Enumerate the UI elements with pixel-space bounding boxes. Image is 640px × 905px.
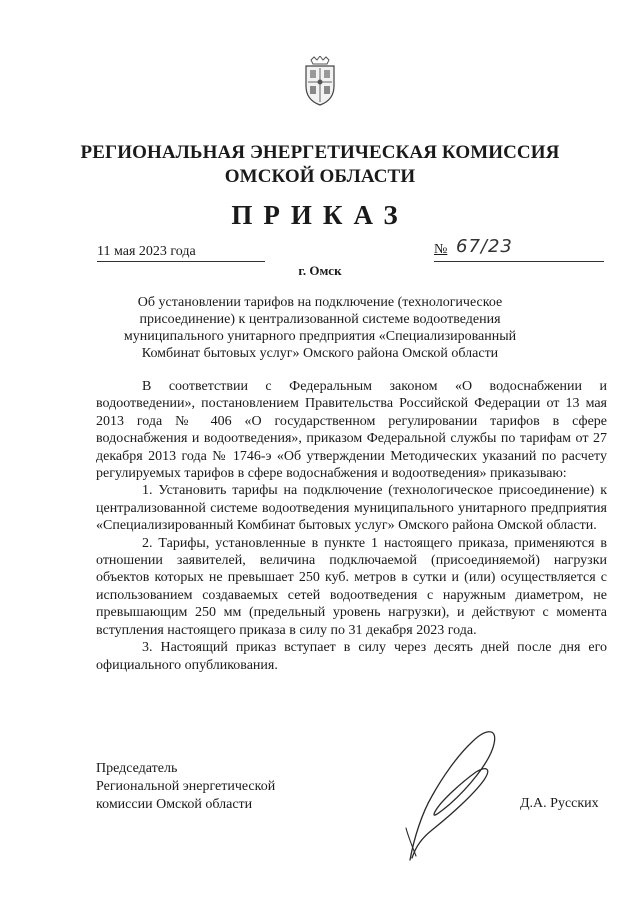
document-date: 11 мая 2023 года bbox=[97, 244, 196, 259]
document-number-handwritten: 67/23 bbox=[456, 236, 513, 257]
signer-title-line: комиссии Омской области bbox=[96, 797, 253, 812]
document-body bbox=[96, 378, 607, 674]
signer-title-line: Председатель bbox=[96, 761, 178, 776]
number-underline bbox=[434, 261, 604, 262]
subject-line: Комбинат бытовых услуг» Омского района Омской области bbox=[141, 346, 499, 361]
signer-title-line: Региональной энергетической bbox=[96, 779, 276, 794]
signer-title bbox=[96, 760, 275, 814]
subject-line: муниципального унитарного предприятия «Специализированный bbox=[123, 329, 517, 344]
handwritten-signature bbox=[402, 718, 502, 868]
body-paragraph-2: 2. Тарифы, установленные в пункте 1 настоящего приказа, применяются в отношении заявителей, величина подключаемой (присоединяемой) нагрузки объектов которых не превышает 250 куб. метров в сутки и (или) осуществляется с использованием создаваемых сетей водоотведения с наружным диаметром, не превышающим 250 мм (предельный уровень нагрузки), и действуют с момента вступления настоящего приказа в силу по 31 декабря 2023 года. bbox=[96, 535, 607, 638]
org-name-line-2: ОМСКОЙ ОБЛАСТИ bbox=[224, 166, 416, 187]
body-paragraph-1: 1. Установить тарифы на подключение (технологическое присоединение) к централизованной системе водоотведения муниципального унитарного предприятия «Специализированный Комбинат бытовых услуг» Омского района Омской области. bbox=[96, 483, 607, 534]
document-city: г. Омск bbox=[298, 263, 342, 278]
date-underline bbox=[97, 261, 265, 262]
coat-of-arms-icon bbox=[302, 56, 338, 106]
subject-line: присоединение) к централизованной системе водоотведения bbox=[139, 312, 501, 327]
subject-line: Об установлении тарифов на подключение (технологическое bbox=[137, 295, 503, 310]
document-subject bbox=[120, 294, 520, 362]
signer-name: Д.А. Русских bbox=[520, 796, 599, 811]
document-number-label: № bbox=[434, 242, 448, 257]
body-paragraph-preamble: В соответствии с Федеральным законом «О водоснабжении и водоотведении», постановлением Правительства Российской Федерации от 13 мая 2013 года № 406 «О государственном регулировании тарифов в сфере водоснабжения и водоотведения», приказом Федеральной службы по тарифам от 27 декабря 2013 года № 1746-э «Об утверждении Методических указаний по расчету регулируемых тарифов в сфере водоснабжения и водоотведения» приказываю: bbox=[96, 379, 607, 482]
document-type-title: ПРИКАЗ bbox=[231, 200, 409, 230]
org-name-line-1: РЕГИОНАЛЬНАЯ ЭНЕРГЕТИЧЕСКАЯ КОМИССИЯ bbox=[80, 142, 560, 163]
body-paragraph-3: 3. Настоящий приказ вступает в силу через десять дней после дня его официального опубликования. bbox=[96, 640, 607, 673]
